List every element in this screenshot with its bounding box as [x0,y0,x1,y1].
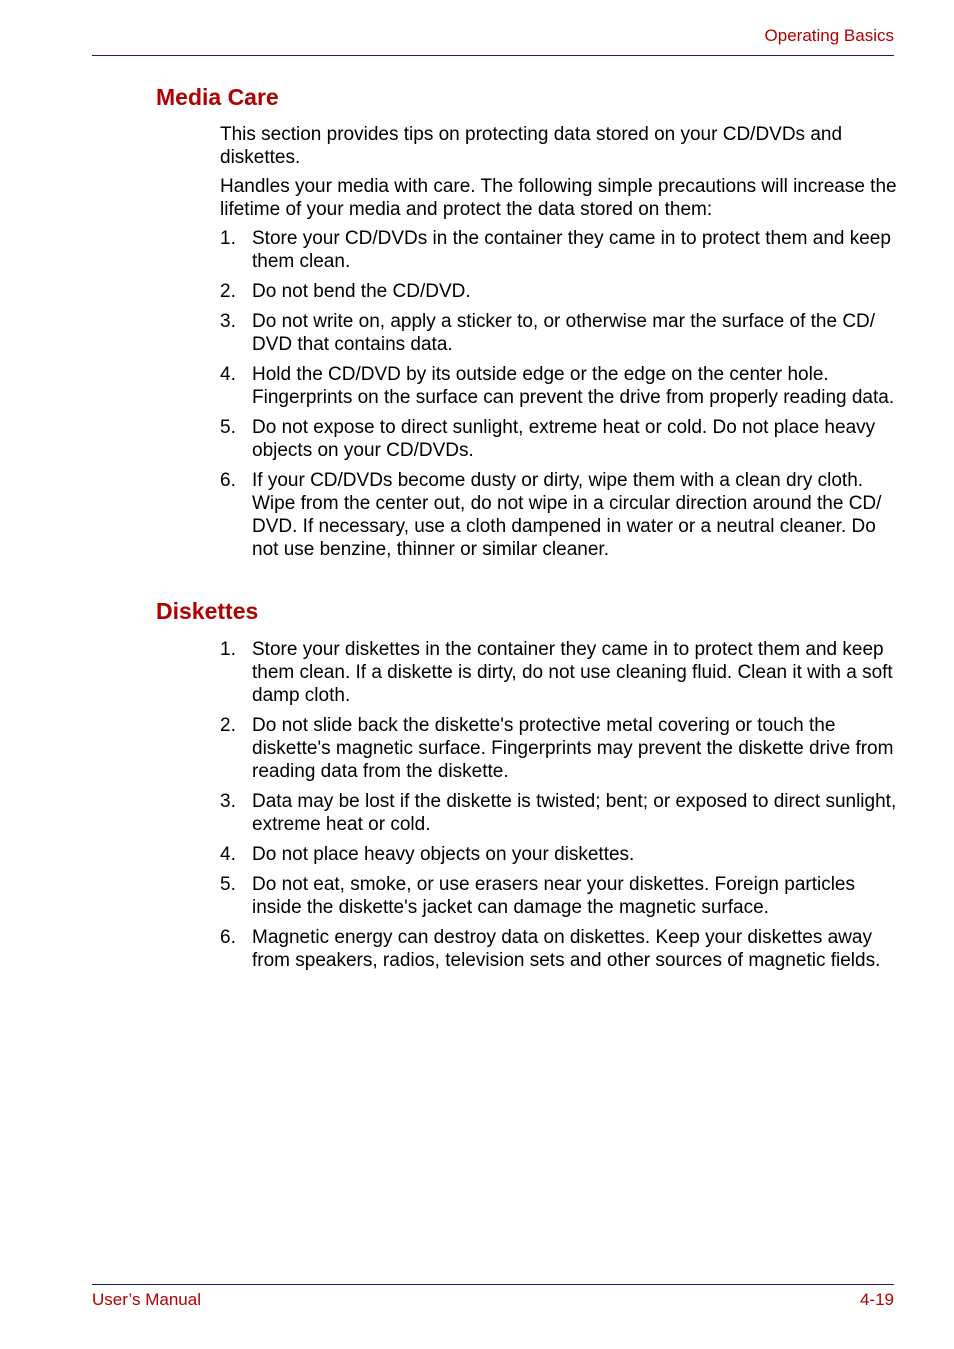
footer-divider [92,1284,894,1285]
list-item [220,926,900,972]
footer-manual-title: User’s Manual [92,1290,201,1309]
list-item-number: 3. [220,311,236,332]
list-item-text: Do not eat, smoke, or use erasers near your diskettes. Foreign particles inside the diskette's jacket can damage the magnetic surface. [252,874,855,918]
list-item-number: 1. [220,228,236,249]
list-item [220,873,900,919]
list-item-number: 3. [220,791,236,812]
list-item [220,227,900,273]
list-item [220,843,900,866]
list-item-text: Do not slide back the diskette's protective metal covering or touch the diskette's magnetic surface. Fingerprints may prevent the diskette drive from reading data from the diskette. [252,715,894,782]
list-item-text: Do not bend the CD/DVD. [252,281,471,302]
list-item-text: Store your diskettes in the container they came in to protect them and keep them clean. If a diskette is dirty, do not use cleaning fluid. Clean it with a soft damp cloth. [252,639,893,706]
list-item-number: 4. [220,364,236,385]
list-item [220,638,900,707]
list-item-number: 2. [220,281,236,302]
list-item [220,280,900,303]
list-item-number: 4. [220,844,236,865]
header-divider [92,55,894,56]
list-item-number: 5. [220,417,236,438]
list-item [220,714,900,783]
list-item [220,416,900,462]
list-item-text: Magnetic energy can destroy data on diskettes. Keep your diskettes away from speakers, radios, television sets and other sources of magnetic fields. [252,927,881,971]
list-item-number: 6. [220,470,236,491]
list-item-text: Do not write on, apply a sticker to, or otherwise mar the surface of the CD/ DVD that contains data. [252,311,876,355]
list-item [220,469,900,561]
list-item-text: Hold the CD/DVD by its outside edge or the edge on the center hole. Fingerprints on the surface can prevent the drive from properly reading data. [252,364,895,408]
diskettes-list [220,638,900,972]
list-item-text: Data may be lost if the diskette is twisted; bent; or exposed to direct sunlight, extreme heat or cold. [252,791,897,835]
list-item-number: 5. [220,874,236,895]
list-item [220,310,900,356]
header-title: Operating Basics [764,26,894,45]
list-item-text: Do not place heavy objects on your diskettes. [252,844,635,865]
list-item-number: 1. [220,639,236,660]
section-heading-diskettes: Diskettes [156,598,259,624]
list-item [220,363,900,409]
list-item-text: If your CD/DVDs become dusty or dirty, wipe them with a clean dry cloth. Wipe from the center out, do not wipe in a circular direction around the CD/ DVD. If necessary, use a cloth dampened in water or a neutral cleaner. Do not use benzine, thinner or similar cleaner. [252,470,882,560]
list-item-text: Do not expose to direct sunlight, extreme heat or cold. Do not place heavy objects on your CD/DVDs. [252,417,876,461]
list-item [220,790,900,836]
media-care-intro: This section provides tips on protecting data stored on your CD/DVDs and diskettes. [220,124,843,168]
media-care-list [220,227,900,561]
media-care-precautions-intro: Handles your media with care. The following simple precautions will increase the lifetime of your media and protect the data stored on them: [220,176,897,220]
diskettes-content [220,638,900,979]
page-number: 4-19 [859,1290,894,1309]
section-heading-media-care: Media Care [156,84,279,110]
media-care-content [220,123,900,568]
list-item-number: 6. [220,927,236,948]
list-item-number: 2. [220,715,236,736]
list-item-text: Store your CD/DVDs in the container they came in to protect them and keep them clean. [252,228,891,272]
